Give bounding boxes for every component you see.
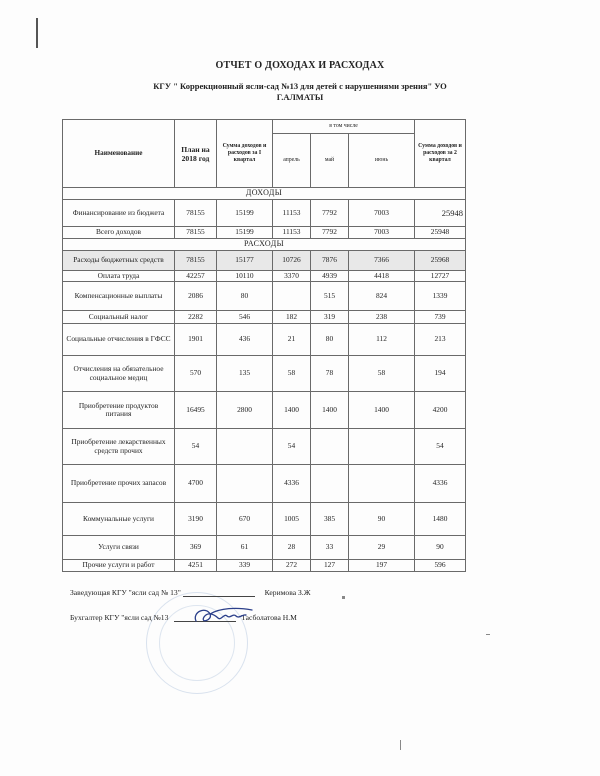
row-april: 10726 (273, 250, 311, 270)
row-q1: 15177 (217, 250, 273, 270)
header-name: Наименование (63, 120, 175, 188)
row-may: 385 (311, 503, 349, 536)
row-q2: 596 (415, 560, 466, 572)
row-name: Коммунальные услуги (63, 503, 175, 536)
scan-edge-mark (36, 18, 38, 48)
row-april: 3370 (273, 270, 311, 282)
row-june (349, 465, 415, 503)
signature-head-line (70, 587, 311, 597)
row-q2: 4336 (415, 465, 466, 503)
row-name: Приобретение прочих запасов (63, 465, 175, 503)
row-april: 182 (273, 311, 311, 324)
row-q2: 1339 (415, 282, 466, 311)
row-may (311, 429, 349, 465)
row-may: 127 (311, 560, 349, 572)
accountant-name: Тасболатова Н.М (241, 613, 297, 622)
row-plan: 54 (175, 429, 217, 465)
row-plan: 78155 (175, 250, 217, 270)
row-may: 7792 (311, 227, 349, 239)
table-row (63, 429, 466, 465)
row-may (311, 465, 349, 503)
row-name: Компенсационные выплаты (63, 282, 175, 311)
row-april: 58 (273, 356, 311, 392)
row-name: Расходы бюджетных средств (63, 250, 175, 270)
row-june: 90 (349, 503, 415, 536)
table-row (63, 560, 466, 572)
row-q1: 10110 (217, 270, 273, 282)
row-plan: 570 (175, 356, 217, 392)
row-may: 7876 (311, 250, 349, 270)
row-q2: 4200 (415, 392, 466, 429)
row-june (349, 429, 415, 465)
row-june: 4418 (349, 270, 415, 282)
row-q2: 25948 (415, 227, 466, 239)
table-row (63, 324, 466, 356)
row-name: Социальный налог (63, 311, 175, 324)
row-q2: 25948 (415, 200, 466, 227)
row-q2: 54 (415, 429, 466, 465)
row-june: 7366 (349, 250, 415, 270)
row-name: Социальные отчисления в ГФСС (63, 324, 175, 356)
accountant-label: Бухгалтер КГУ "ясли сад №13 (70, 613, 169, 622)
row-may: 33 (311, 536, 349, 560)
row-q2: 213 (415, 324, 466, 356)
row-q1: 61 (217, 536, 273, 560)
income-total-row (63, 227, 466, 239)
row-q1: 546 (217, 311, 273, 324)
row-name: Финансирование из бюджета (63, 200, 175, 227)
table-row (63, 356, 466, 392)
row-q1: 15199 (217, 200, 273, 227)
row-q2: 90 (415, 536, 466, 560)
header-may: май (311, 134, 349, 188)
section-income: ДОХОДЫ (63, 188, 466, 200)
row-april: 1005 (273, 503, 311, 536)
row-may: 1400 (311, 392, 349, 429)
report-subtitle (60, 81, 540, 103)
table-row (63, 503, 466, 536)
row-q1: 135 (217, 356, 273, 392)
row-may: 319 (311, 311, 349, 324)
row-q1: 80 (217, 282, 273, 311)
section-expense: РАСХОДЫ (63, 238, 466, 250)
row-april: 11153 (273, 227, 311, 239)
row-plan: 78155 (175, 227, 217, 239)
subtitle-line-2: Г.АЛМАТЫ (276, 92, 324, 102)
table-row (63, 311, 466, 324)
row-plan: 2282 (175, 311, 217, 324)
row-june: 197 (349, 560, 415, 572)
row-name: Оплата труда (63, 270, 175, 282)
scan-speck (400, 740, 401, 750)
row-april: 11153 (273, 200, 311, 227)
row-plan: 4251 (175, 560, 217, 572)
row-plan: 3190 (175, 503, 217, 536)
header-june: июнь (349, 134, 415, 188)
row-name: Приобретение лекарственных средств прочих (63, 429, 175, 465)
row-june: 238 (349, 311, 415, 324)
handwritten-signature (190, 604, 256, 630)
report-title: ОТЧЕТ О ДОХОДАХ И РАСХОДАХ (215, 60, 385, 71)
row-q1: 670 (217, 503, 273, 536)
row-q2: 1480 (415, 503, 466, 536)
row-plan: 16495 (175, 392, 217, 429)
row-q1: 15199 (217, 227, 273, 239)
row-may: 515 (311, 282, 349, 311)
row-june: 7003 (349, 200, 415, 227)
head-label: Заведующая КГУ "ясли сад № 13" (70, 588, 181, 597)
row-q2: 194 (415, 356, 466, 392)
row-june: 58 (349, 356, 415, 392)
head-name: Керимова З.Ж (264, 588, 311, 597)
row-june: 29 (349, 536, 415, 560)
row-q1: 436 (217, 324, 273, 356)
row-name: Приобретение продуктов питания (63, 392, 175, 429)
row-april: 28 (273, 536, 311, 560)
row-plan: 369 (175, 536, 217, 560)
header-including: в том числе (273, 120, 415, 134)
row-april (273, 282, 311, 311)
row-april: 1400 (273, 392, 311, 429)
row-q1 (217, 465, 273, 503)
row-plan: 42257 (175, 270, 217, 282)
row-april: 4336 (273, 465, 311, 503)
scan-speck (486, 634, 490, 635)
row-april: 54 (273, 429, 311, 465)
expense-total-row (63, 250, 466, 270)
row-q2: 25968 (415, 250, 466, 270)
row-june: 7003 (349, 227, 415, 239)
row-may: 80 (311, 324, 349, 356)
header-april: апрель (273, 134, 311, 188)
row-name: Прочие услуги и работ (63, 560, 175, 572)
row-june: 1400 (349, 392, 415, 429)
row-may: 4939 (311, 270, 349, 282)
row-plan: 2086 (175, 282, 217, 311)
header-q1: Сумма доходов и расходов за I квартал (217, 120, 273, 188)
table-row (63, 200, 466, 227)
table-row (63, 465, 466, 503)
table-row (63, 536, 466, 560)
header-plan: План на 2018 год (175, 120, 217, 188)
head-signature-line (183, 587, 255, 597)
row-plan: 4700 (175, 465, 217, 503)
row-q1: 339 (217, 560, 273, 572)
row-name: Отчисления на обязательное социальное медиц (63, 356, 175, 392)
table-row (63, 282, 466, 311)
scan-speck (342, 596, 345, 599)
row-june: 112 (349, 324, 415, 356)
row-april: 272 (273, 560, 311, 572)
table-row (63, 392, 466, 429)
table-row (63, 270, 466, 282)
row-plan: 78155 (175, 200, 217, 227)
row-may: 7792 (311, 200, 349, 227)
row-q1 (217, 429, 273, 465)
signature-accountant-line (70, 612, 297, 622)
subtitle-line-1: КГУ " Коррекционный ясли-сад №13 для детей с нарушениями зрения" УО (153, 81, 447, 91)
row-name: Услуги связи (63, 536, 175, 560)
row-may: 78 (311, 356, 349, 392)
row-q2: 739 (415, 311, 466, 324)
row-june: 824 (349, 282, 415, 311)
row-q1: 2800 (217, 392, 273, 429)
row-april: 21 (273, 324, 311, 356)
row-name: Всего доходов (63, 227, 175, 239)
row-q2: 12727 (415, 270, 466, 282)
row-plan: 1901 (175, 324, 217, 356)
header-q2: Сумма доходов и расходов за 2 квартал (415, 120, 466, 188)
income-expense-table (62, 119, 466, 572)
